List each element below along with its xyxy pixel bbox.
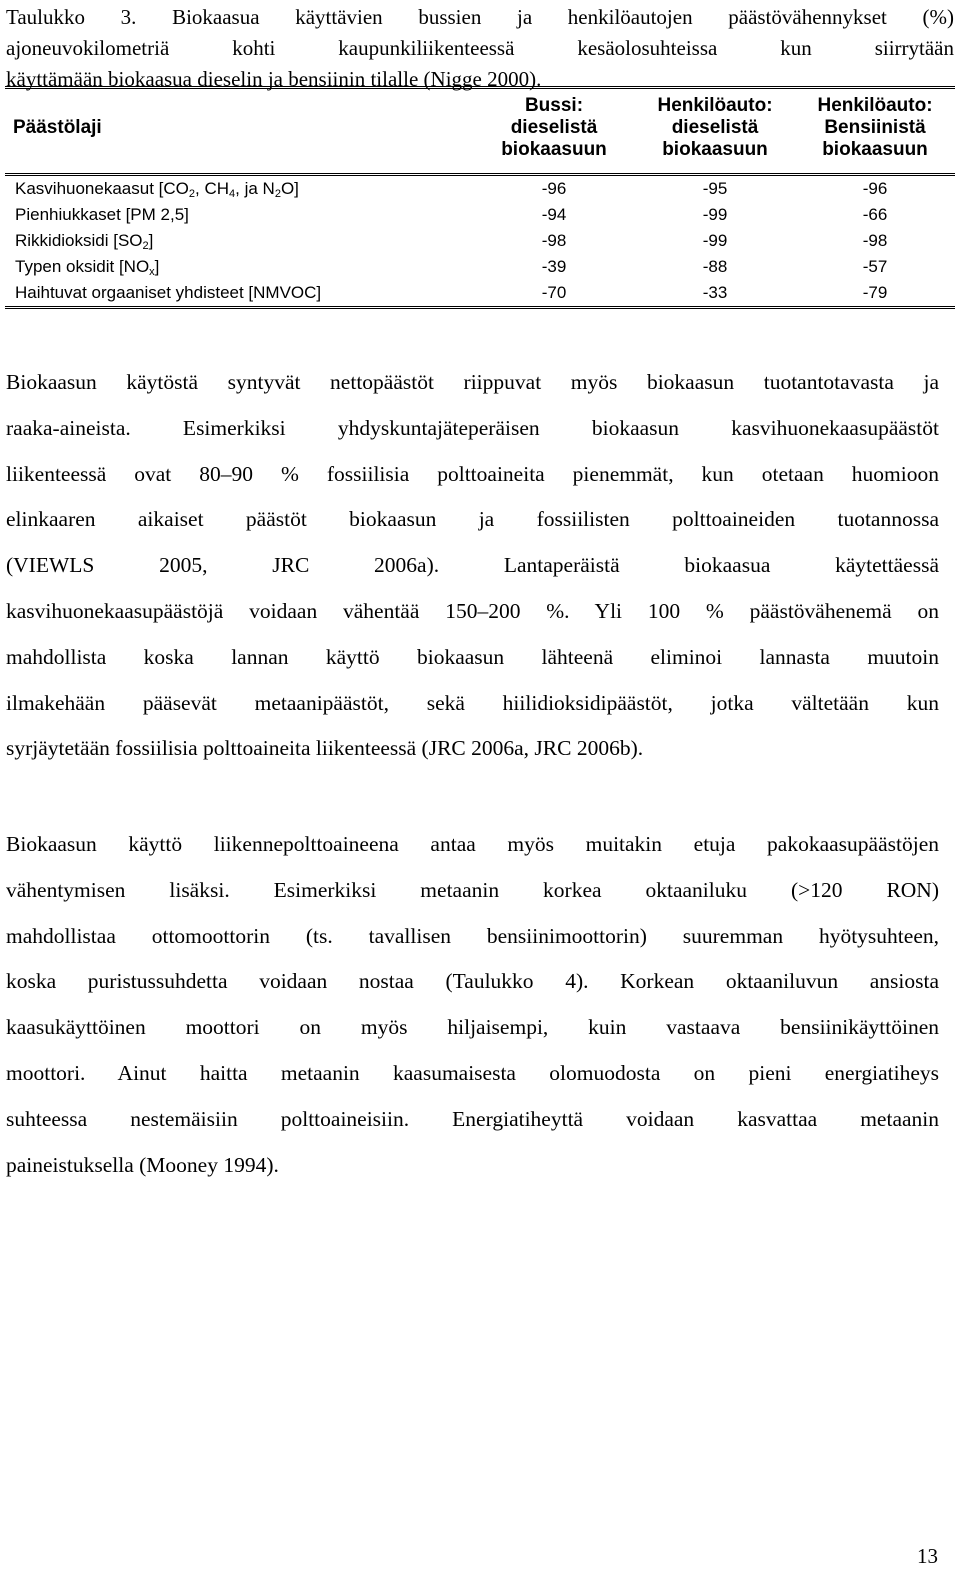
row-label: Typen oksidit $[NO_x]$ xyxy=(15,257,160,278)
caption-line: Taulukko 3. Biokaasua käyttävien bussien ja henkilöautojen päästövähennykset (%) xyxy=(6,5,954,29)
paragraph-line: vähentymisen lisäksi. Esimerkiksi metaanin korkea oktaaniluku (>120 RON) xyxy=(6,877,939,902)
emissions-table xyxy=(5,86,955,309)
table-row xyxy=(5,228,955,254)
paragraph-line: mahdollistaa ottomoottorin (ts. tavallisen bensiinimoottorin) suuremman hyötysuhteen, xyxy=(6,923,939,948)
row-label: Pienhiukkaset [PM 2,5] xyxy=(15,205,189,224)
table-row xyxy=(5,202,955,228)
cell-value: -39 xyxy=(541,257,567,276)
cell-value: -95 xyxy=(702,179,728,198)
paragraph-net-emissions xyxy=(6,360,939,772)
header-car-diesel: Henkilöauto: dieselistä biokaasuun xyxy=(657,95,773,160)
paragraph-other-benefits xyxy=(6,822,939,1188)
cell-value: -88 xyxy=(702,257,728,276)
emissions-table-wrapper xyxy=(5,86,955,309)
cell-value: -96 xyxy=(862,179,888,198)
paragraph-line: kasvihuonekaasupäästöjä voidaan vähentää 150–200 %. Yli 100 % päästövähenemä on xyxy=(6,598,939,623)
cell-value: -99 xyxy=(702,205,728,224)
paragraph-line: syrjäytetään fossiilisia polttoaineita liikenteessä (JRC 2006a, JRC 2006b). xyxy=(6,736,644,761)
caption-line: ajoneuvokilometriä kohti kaupunkiliikenteessä kesäolosuhteissa kun siirrytään xyxy=(6,36,954,60)
paragraph-line: suhteessa nestemäisiin polttoaineisiin. Energiatiheyttä voidaan kasvattaa metaanin xyxy=(6,1106,939,1131)
paragraph-line: Biokaasun käytöstä syntyvät nettopäästöt riippuvat myös biokaasun tuotantotavasta ja xyxy=(6,370,939,394)
paragraph-line: koska puristussuhdetta voidaan nostaa (Taulukko 4). Korkean oktaaniluvun ansiosta xyxy=(6,969,939,994)
header-bus-diesel: Bussi: dieselistä biokaasuun xyxy=(501,95,607,160)
paragraph-line: moottori. Ainut haitta metaanin kaasumaisesta olomuodosta on pieni energiatiheys xyxy=(6,1060,939,1085)
caption-line: käyttämään biokaasua dieselin ja bensiinin tilalle (Nigge 2000). xyxy=(6,67,542,91)
cell-value: -79 xyxy=(862,283,888,302)
header-car-petrol: Henkilöauto: Bensiinistä biokaasuun xyxy=(817,95,933,160)
paragraph-line: kaasukäyttöinen moottori on myös hiljaisempi, kuin vastaava bensiinikäyttöinen xyxy=(6,1015,939,1040)
paragraph-line: mahdollista koska lannan käyttö biokaasun lähteenä eliminoi lannasta muutoin xyxy=(6,644,939,669)
table-row xyxy=(5,254,955,280)
paragraph-line: ilmakehään pääsevät metaanipäästöt, sekä hiilidioksidipäästöt, jotka vältetään kun xyxy=(6,690,939,715)
paragraph-line: paineistuksella (Mooney 1994). xyxy=(6,1152,279,1177)
table-row xyxy=(5,175,955,203)
cell-value: -66 xyxy=(862,205,888,224)
table-caption xyxy=(6,2,954,95)
table-header-row xyxy=(5,88,955,175)
paragraph-line: (VIEWLS 2005, JRC 2006a). Lantaperäistä biokaasua käytettäessä xyxy=(6,553,939,578)
cell-value: -99 xyxy=(702,231,728,250)
header-emission-type: Päästölaji xyxy=(13,117,102,138)
paragraph-line: raaka-aineista. Esimerkiksi yhdyskuntajäteperäisen biokaasun kasvihuonekaasupäästöt xyxy=(6,415,939,440)
row-label: Haihtuvat orgaaniset yhdisteet [NMVOC] xyxy=(15,283,322,302)
cell-value: -57 xyxy=(862,257,888,276)
paragraph-line: liikenteessä ovat 80–90 % fossiilisia polttoaineita pienemmät, kun otetaan huomioon xyxy=(6,461,939,486)
paragraph-line: elinkaaren aikaiset päästöt biokaasun ja fossiilisten polttoaineiden tuotannossa xyxy=(6,507,939,532)
cell-value: -96 xyxy=(541,179,567,198)
paragraph-line: Biokaasun käyttö liikennepolttoaineena antaa myös muitakin etuja pakokaasupäästöjen xyxy=(6,832,939,856)
row-label: Kasvihuonekaasut [$CO_2$, $CH_4$, ja $N_2O$] xyxy=(15,179,299,200)
cell-value: -98 xyxy=(862,231,888,250)
table-row xyxy=(5,280,955,308)
cell-value: -94 xyxy=(541,205,567,224)
cell-value: -33 xyxy=(702,283,728,302)
page-number: 13 xyxy=(917,1544,938,1568)
cell-value: -70 xyxy=(541,283,567,302)
cell-value: -98 xyxy=(541,231,567,250)
row-label: Rikkidioksidi $[SO_2]$ xyxy=(15,231,154,252)
